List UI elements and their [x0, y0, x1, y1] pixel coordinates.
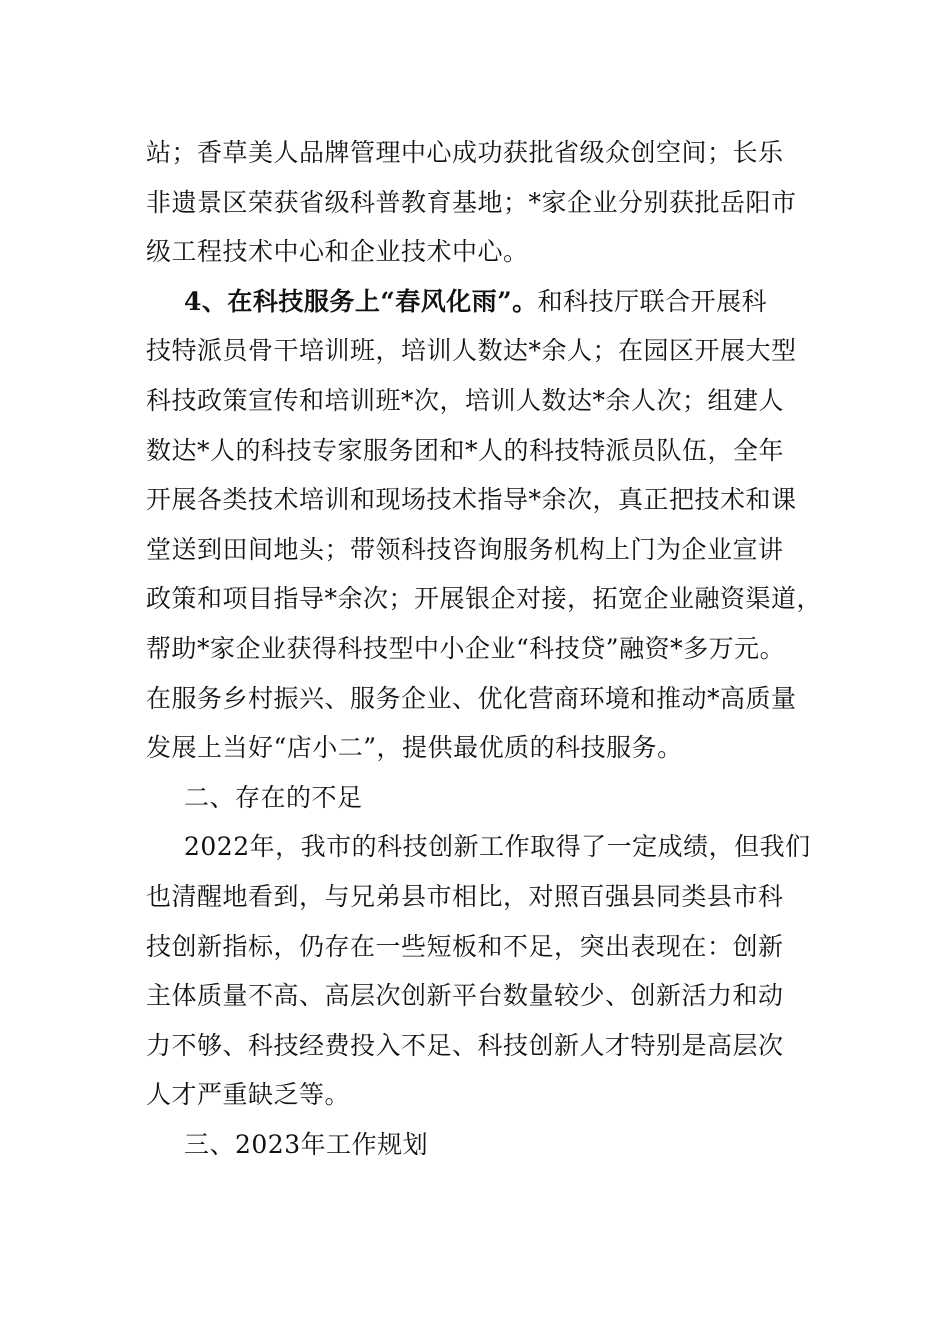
- paragraph-tech-service: [146, 277, 823, 773]
- text-line: 在服务乡村振兴、服务企业、优化营商环境和推动*高质量: [146, 683, 797, 713]
- text-line: [146, 277, 806, 327]
- text-line: 帮助*家企业获得科技型中小企业“科技贷”融资*多万元。: [146, 633, 786, 663]
- section-heading-work-plan: 三、2023年工作规划: [184, 1129, 429, 1159]
- text-line: 级工程技术中心和企业技术中心。: [146, 237, 529, 267]
- text-line: 非遗景区荣获省级科普教育基地；*家企业分别获批岳阳市: [146, 187, 797, 217]
- text-line: 技创新指标，仍存在一些短板和不足，突出表现在：创新: [146, 931, 784, 961]
- text-line: 数达*人的科技专家服务团和*人的科技特派员队伍，全年: [146, 435, 785, 465]
- paragraph-text: 和科技厅联合开展科: [537, 286, 768, 316]
- paragraph-platform-achievements: [146, 128, 806, 277]
- text-line: 力不够、科技经费投入不足、科技创新人才特别是高层次: [146, 1030, 784, 1060]
- text-line: 科技政策宣传和培训班*次，培训人数达*余人次；组建人: [146, 385, 785, 415]
- document-page: [146, 128, 823, 1169]
- text-line: 技特派员骨干培训班，培训人数达*余人；在园区开展大型: [146, 336, 797, 366]
- section-heading-shortcomings: 二、存在的不足: [184, 782, 363, 812]
- paragraph-heading: 4、在科技服务上“春风化雨”。: [184, 286, 538, 316]
- paragraph-shortcomings: [146, 822, 811, 1120]
- text-line: 人才严重缺乏等。: [146, 1080, 351, 1110]
- text-line: 开展各类技术培训和现场技术指导*余次，真正把技术和课: [146, 485, 797, 515]
- text-line: 也清醒地看到，与兄弟县市相比，对照百强县同类县市科: [146, 881, 784, 911]
- text-line: 堂送到田间地头；带领科技咨询服务机构上门为企业宣讲: [146, 534, 784, 564]
- text-line: 主体质量不高、高层次创新平台数量较少、创新活力和动: [146, 981, 784, 1011]
- text-line: 站；香草美人品牌管理中心成功获批省级众创空间；长乐: [146, 138, 784, 167]
- text-line: 政策和项目指导*余次；开展银企对接，拓宽企业融资渠道，: [146, 584, 823, 614]
- text-line: 发展上当好“店小二”，提供最优质的科技服务。: [146, 733, 683, 763]
- text-line: 2022年，我市的科技创新工作取得了一定成绩，但我们: [184, 832, 811, 862]
